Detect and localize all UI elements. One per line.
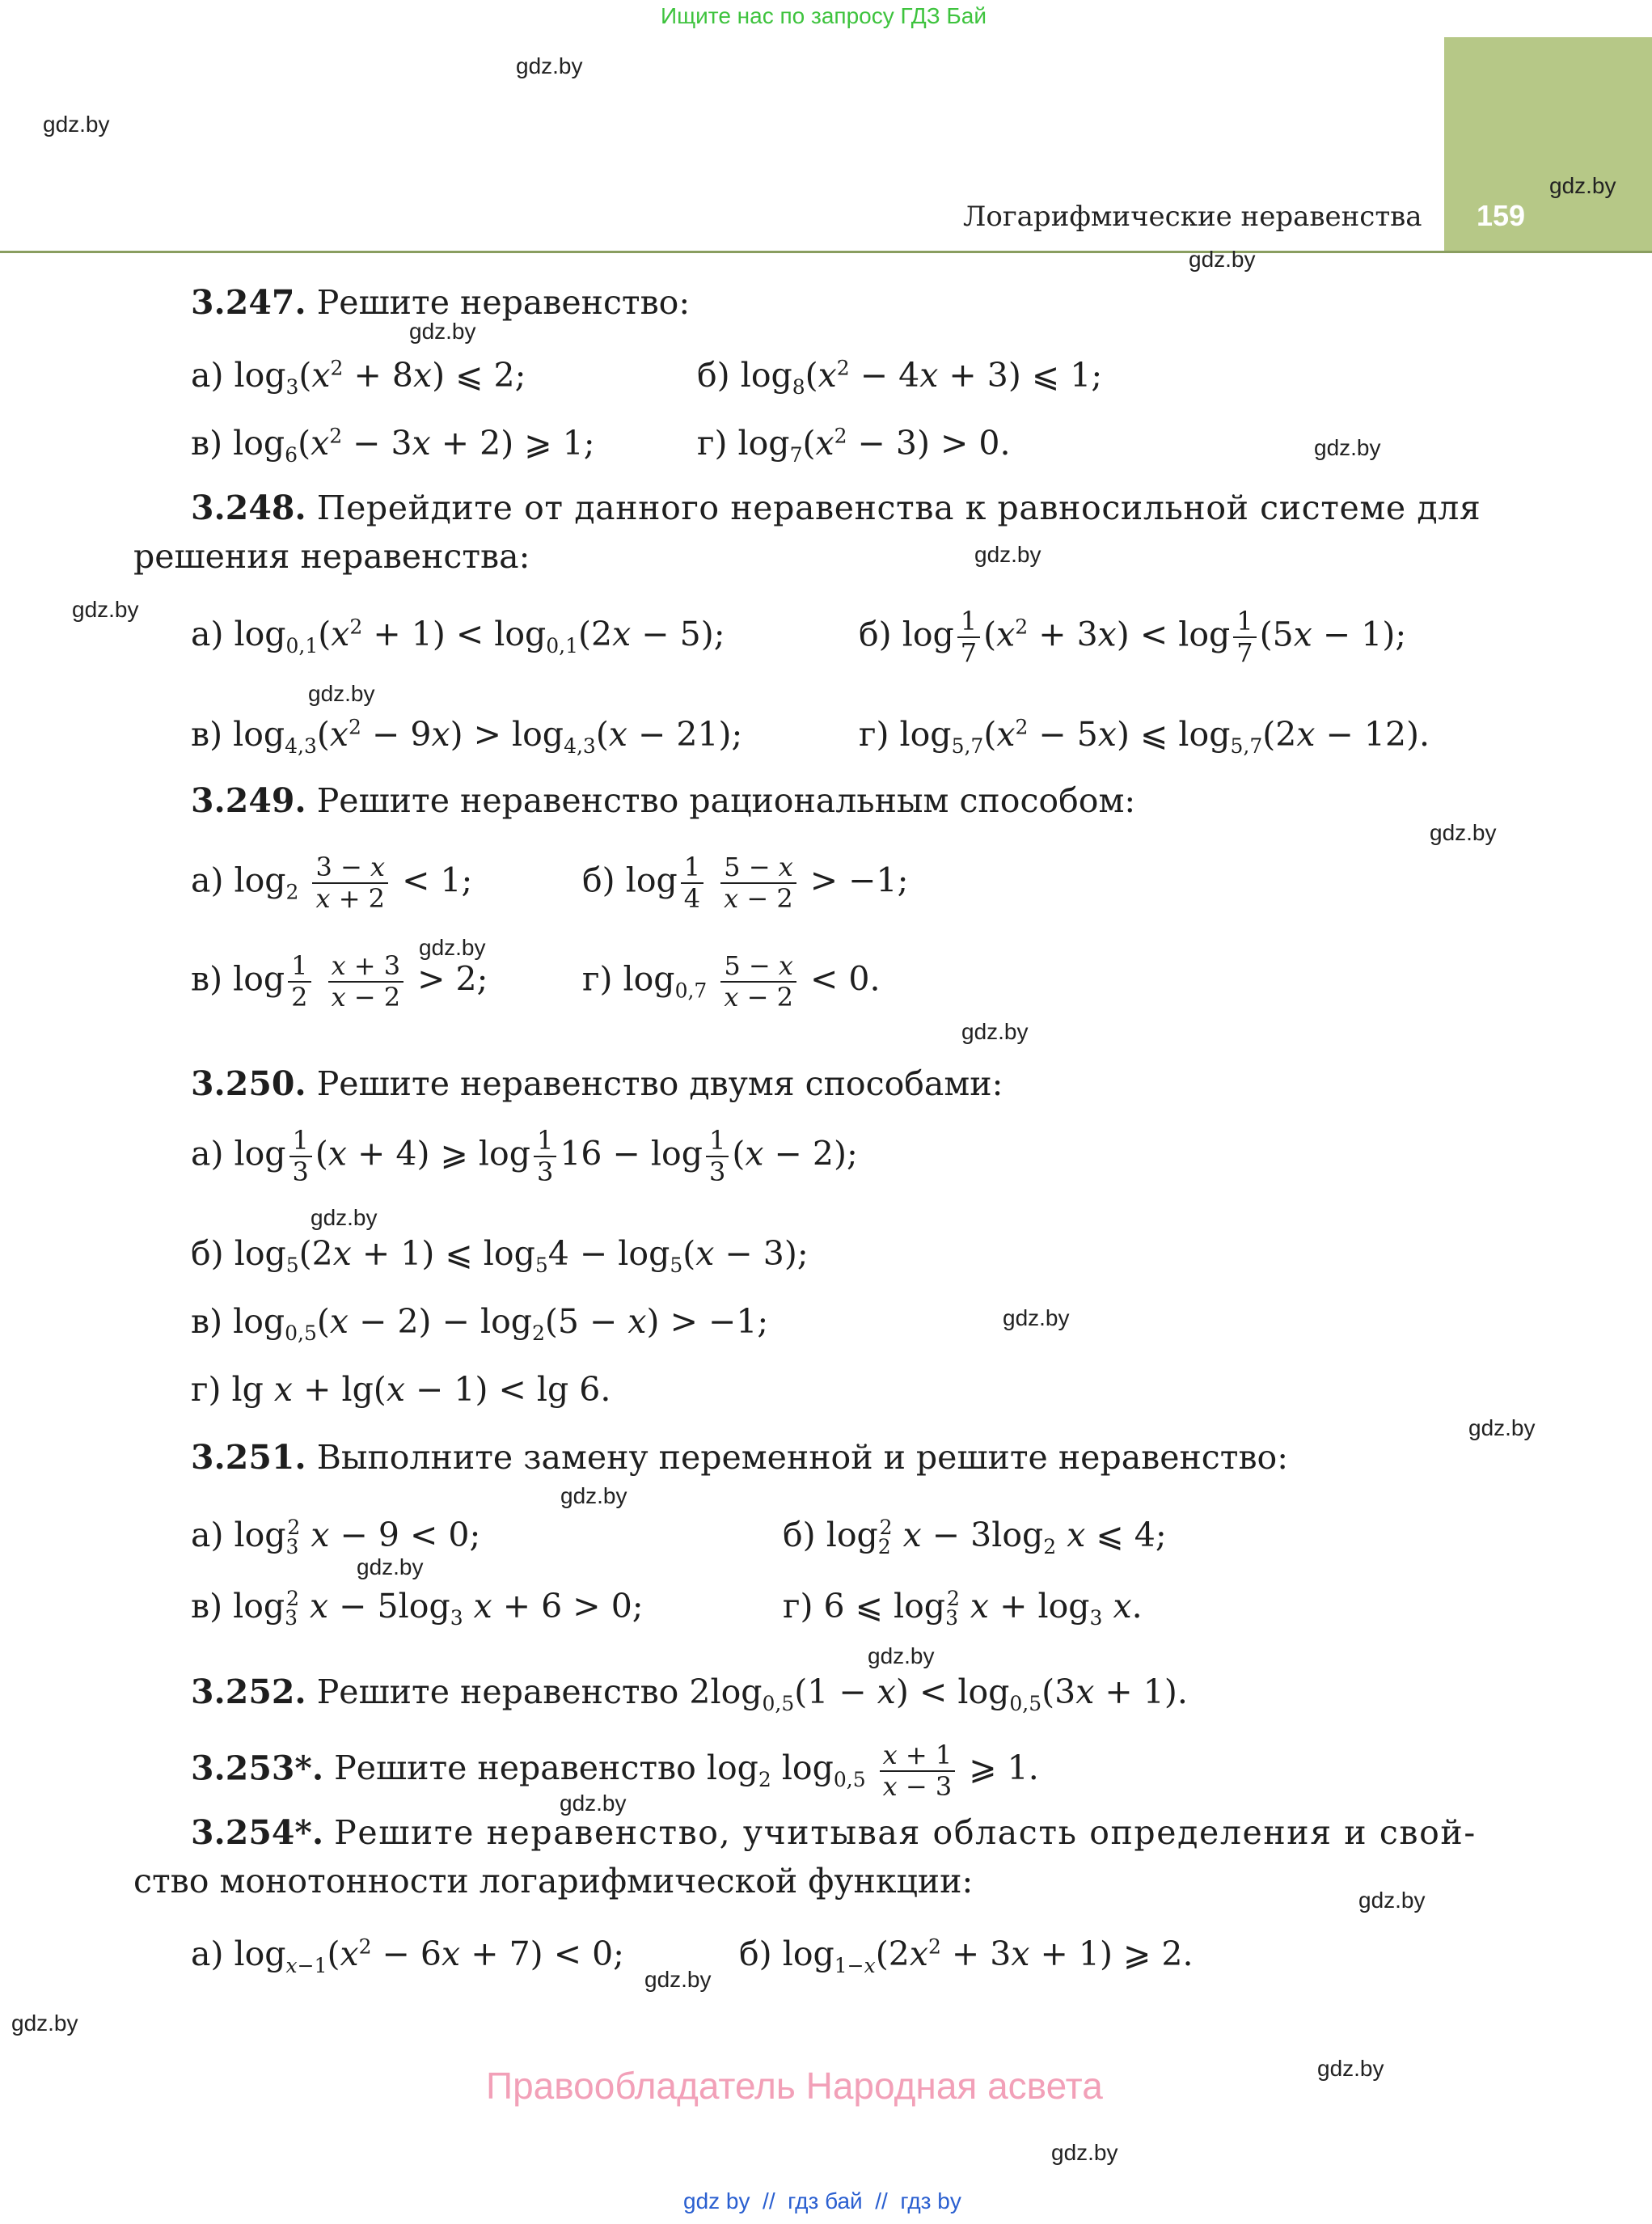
watermark: gdz.by (1430, 820, 1497, 845)
task-text: Решите неравенство, учитывая область определения и свой- (334, 1813, 1477, 1852)
task-3-248-item-a: а) $\log_{0,1}(x^2 + 1) < \log_{0,1}(2x - 5)$; (191, 615, 725, 658)
task-text: Решите неравенство: (316, 283, 691, 322)
watermark: gdz.by (1358, 1888, 1426, 1913)
task-number: 3.250. (191, 1064, 306, 1103)
watermark: gdz.by (1317, 2056, 1384, 2081)
watermark: gdz.by (560, 1483, 627, 1508)
task-number: 3.247. (191, 283, 306, 322)
watermark: gdz.by (419, 935, 486, 960)
watermark: gdz.by (1189, 247, 1256, 272)
task-3-248-heading-cont: решения неравенства: (133, 537, 530, 576)
task-number: 3.254*. (191, 1813, 324, 1852)
task-3-249-item-b: б) log $\frac{1}{4}$ $\frac{5 - x}{x - 2}$ > −1; (582, 852, 909, 914)
task-3-254-heading (191, 1813, 1477, 1852)
watermark: gdz.by (1003, 1305, 1070, 1330)
watermark: gdz.by (409, 319, 476, 344)
task-number: 3.251. (191, 1438, 306, 1477)
watermark: gdz.by (357, 1554, 424, 1579)
watermark: gdz.by (308, 681, 375, 706)
watermark: gdz.by (1468, 1415, 1536, 1440)
task-3-253 (191, 1740, 1039, 1802)
task-3-250-heading (191, 1064, 1003, 1103)
footer-links[interactable]: gdz by // гдз бай // гдз by (683, 2188, 961, 2213)
task-3-250-item-g: г) lg x + lg(x − 1) < lg 6. (191, 1370, 611, 1409)
task-3-251-heading (191, 1438, 1288, 1477)
watermark: gdz.by (961, 1019, 1029, 1044)
task-3-248-item-g: г) $\log_{5,7}(x^2 - 5x)$ ⩽ $\log_{5,7}(2x - 12)$. (859, 715, 1430, 759)
task-number: 3.248. (191, 488, 306, 527)
task-3-247-item-a: а) $\log_3(x^2 + 8x)$ ⩽ 2; (191, 356, 526, 400)
task-3-249-item-g: г) $\log_{0,7}$ $\frac{5 - x}{x - 2}$ < 0. (582, 950, 881, 1013)
task-3-249-heading (191, 781, 1135, 820)
task-number: 3.252. (191, 1672, 306, 1711)
task-3-249-item-a: а) $\log_2$ $\frac{3 - x}{x + 2}$ < 1; (191, 852, 473, 914)
task-text: Решите неравенство двумя способами: (316, 1064, 1003, 1103)
watermark: gdz.by (644, 1967, 712, 1992)
task-3-247-item-v: в) $\log_6(x^2 - 3x + 2)$ ⩾ 1; (191, 424, 595, 467)
task-3-247-item-b: б) $\log_8(x^2 - 4x + 3)$ ⩽ 1; (697, 356, 1103, 400)
header-rule (0, 251, 1652, 253)
watermark: gdz.by (11, 2010, 78, 2036)
task-text: Решите неравенство $2\log_{0,5}(1 - x) < \log_{0,5}(3x + 1)$. (316, 1672, 1188, 1716)
task-text: Решите неравенство $\log_2 \log_{0,5}$ $\frac{x + 1}{x - 3}$ ⩾ 1. (334, 1740, 1039, 1802)
watermark: gdz.by (974, 542, 1041, 567)
watermark: gdz.by (516, 53, 583, 78)
task-number: 3.253*. (191, 1748, 324, 1788)
watermark: gdz.by (1051, 2140, 1118, 2165)
task-3-247-item-g: г) $\log_7(x^2 - 3) > 0$. (697, 424, 1011, 467)
task-3-251-item-g: г) 6 ⩽ $\log_3^2 x + \log_3 x$. (783, 1587, 1143, 1630)
task-3-250-item-b: б) $\log_5(2x + 1)$ ⩽ $\log_54 - \log_5(x - 3)$; (191, 1234, 809, 1278)
task-3-247-heading (191, 283, 690, 322)
top-banner: Ищите нас по запросу ГДЗ Бай (661, 3, 987, 28)
watermark: gdz.by (560, 1791, 627, 1816)
task-3-251-item-a: а) $\log_3^2 x - 9 < 0$; (191, 1516, 481, 1559)
task-number: 3.249. (191, 781, 306, 820)
task-3-248-item-v: в) $\log_{4,3}(x^2 - 9x) > \log_{4,3}(x - 21)$; (191, 715, 743, 759)
watermark: gdz.by (1314, 435, 1381, 460)
task-3-250-item-v: в) $\log_{0,5}(x - 2) - \log_2(5 - x) > -1$; (191, 1302, 769, 1346)
task-3-252 (191, 1672, 1188, 1715)
watermark: gdz.by (311, 1205, 378, 1230)
copyright-notice: Правообладатель Народная асвета (486, 2065, 1103, 2107)
task-3-248-item-b: б) log $\frac{1}{7}$ $(x^2 + 3x) < \log$ $\frac{1}{7}$ (5x − 1); (859, 606, 1407, 668)
page-corner-block (1444, 37, 1652, 252)
task-3-248-heading (191, 488, 1481, 527)
task-3-254-item-a: а) $\log_{x-1}(x^2 - 6x + 7) < 0$; (191, 1934, 624, 1978)
running-title: Логарифмические неравенства (963, 201, 1422, 233)
task-3-249-item-v: в) log $\frac{1}{2}$ $\frac{x + 3}{x - 2}$ > 2; (191, 950, 488, 1013)
watermark: gdz.by (868, 1643, 935, 1668)
watermark: gdz.by (1549, 173, 1616, 198)
task-3-250-item-a: а) log $\frac{1}{3}$ (x + 4) ⩾ log $\frac{1}{3}$ 16 − log $\frac{1}{3}$ (x − 2); (191, 1125, 858, 1187)
watermark: gdz.by (43, 112, 110, 137)
task-text: Перейдите от данного неравенства к равносильной системе для (316, 488, 1481, 527)
page-number: 159 (1477, 199, 1526, 232)
task-3-251-item-v: в) $\log_3^2 x - 5\log_3$ x + 6 > 0; (191, 1587, 644, 1630)
task-3-254-item-b: б) $\log_{1-x}(2x^2 + 3x + 1)$ ⩾ 2. (739, 1934, 1194, 1978)
task-3-251-item-b: б) $\log_2^2 x - 3\log_2$ x ⩽ 4; (783, 1516, 1167, 1559)
task-text: Решите неравенство рациональным способом: (316, 781, 1136, 820)
watermark: gdz.by (72, 597, 139, 622)
task-text: Выполните замену переменной и решите неравенство: (316, 1438, 1289, 1477)
task-3-254-heading-cont: ство монотонности логарифмической функции: (133, 1862, 974, 1901)
